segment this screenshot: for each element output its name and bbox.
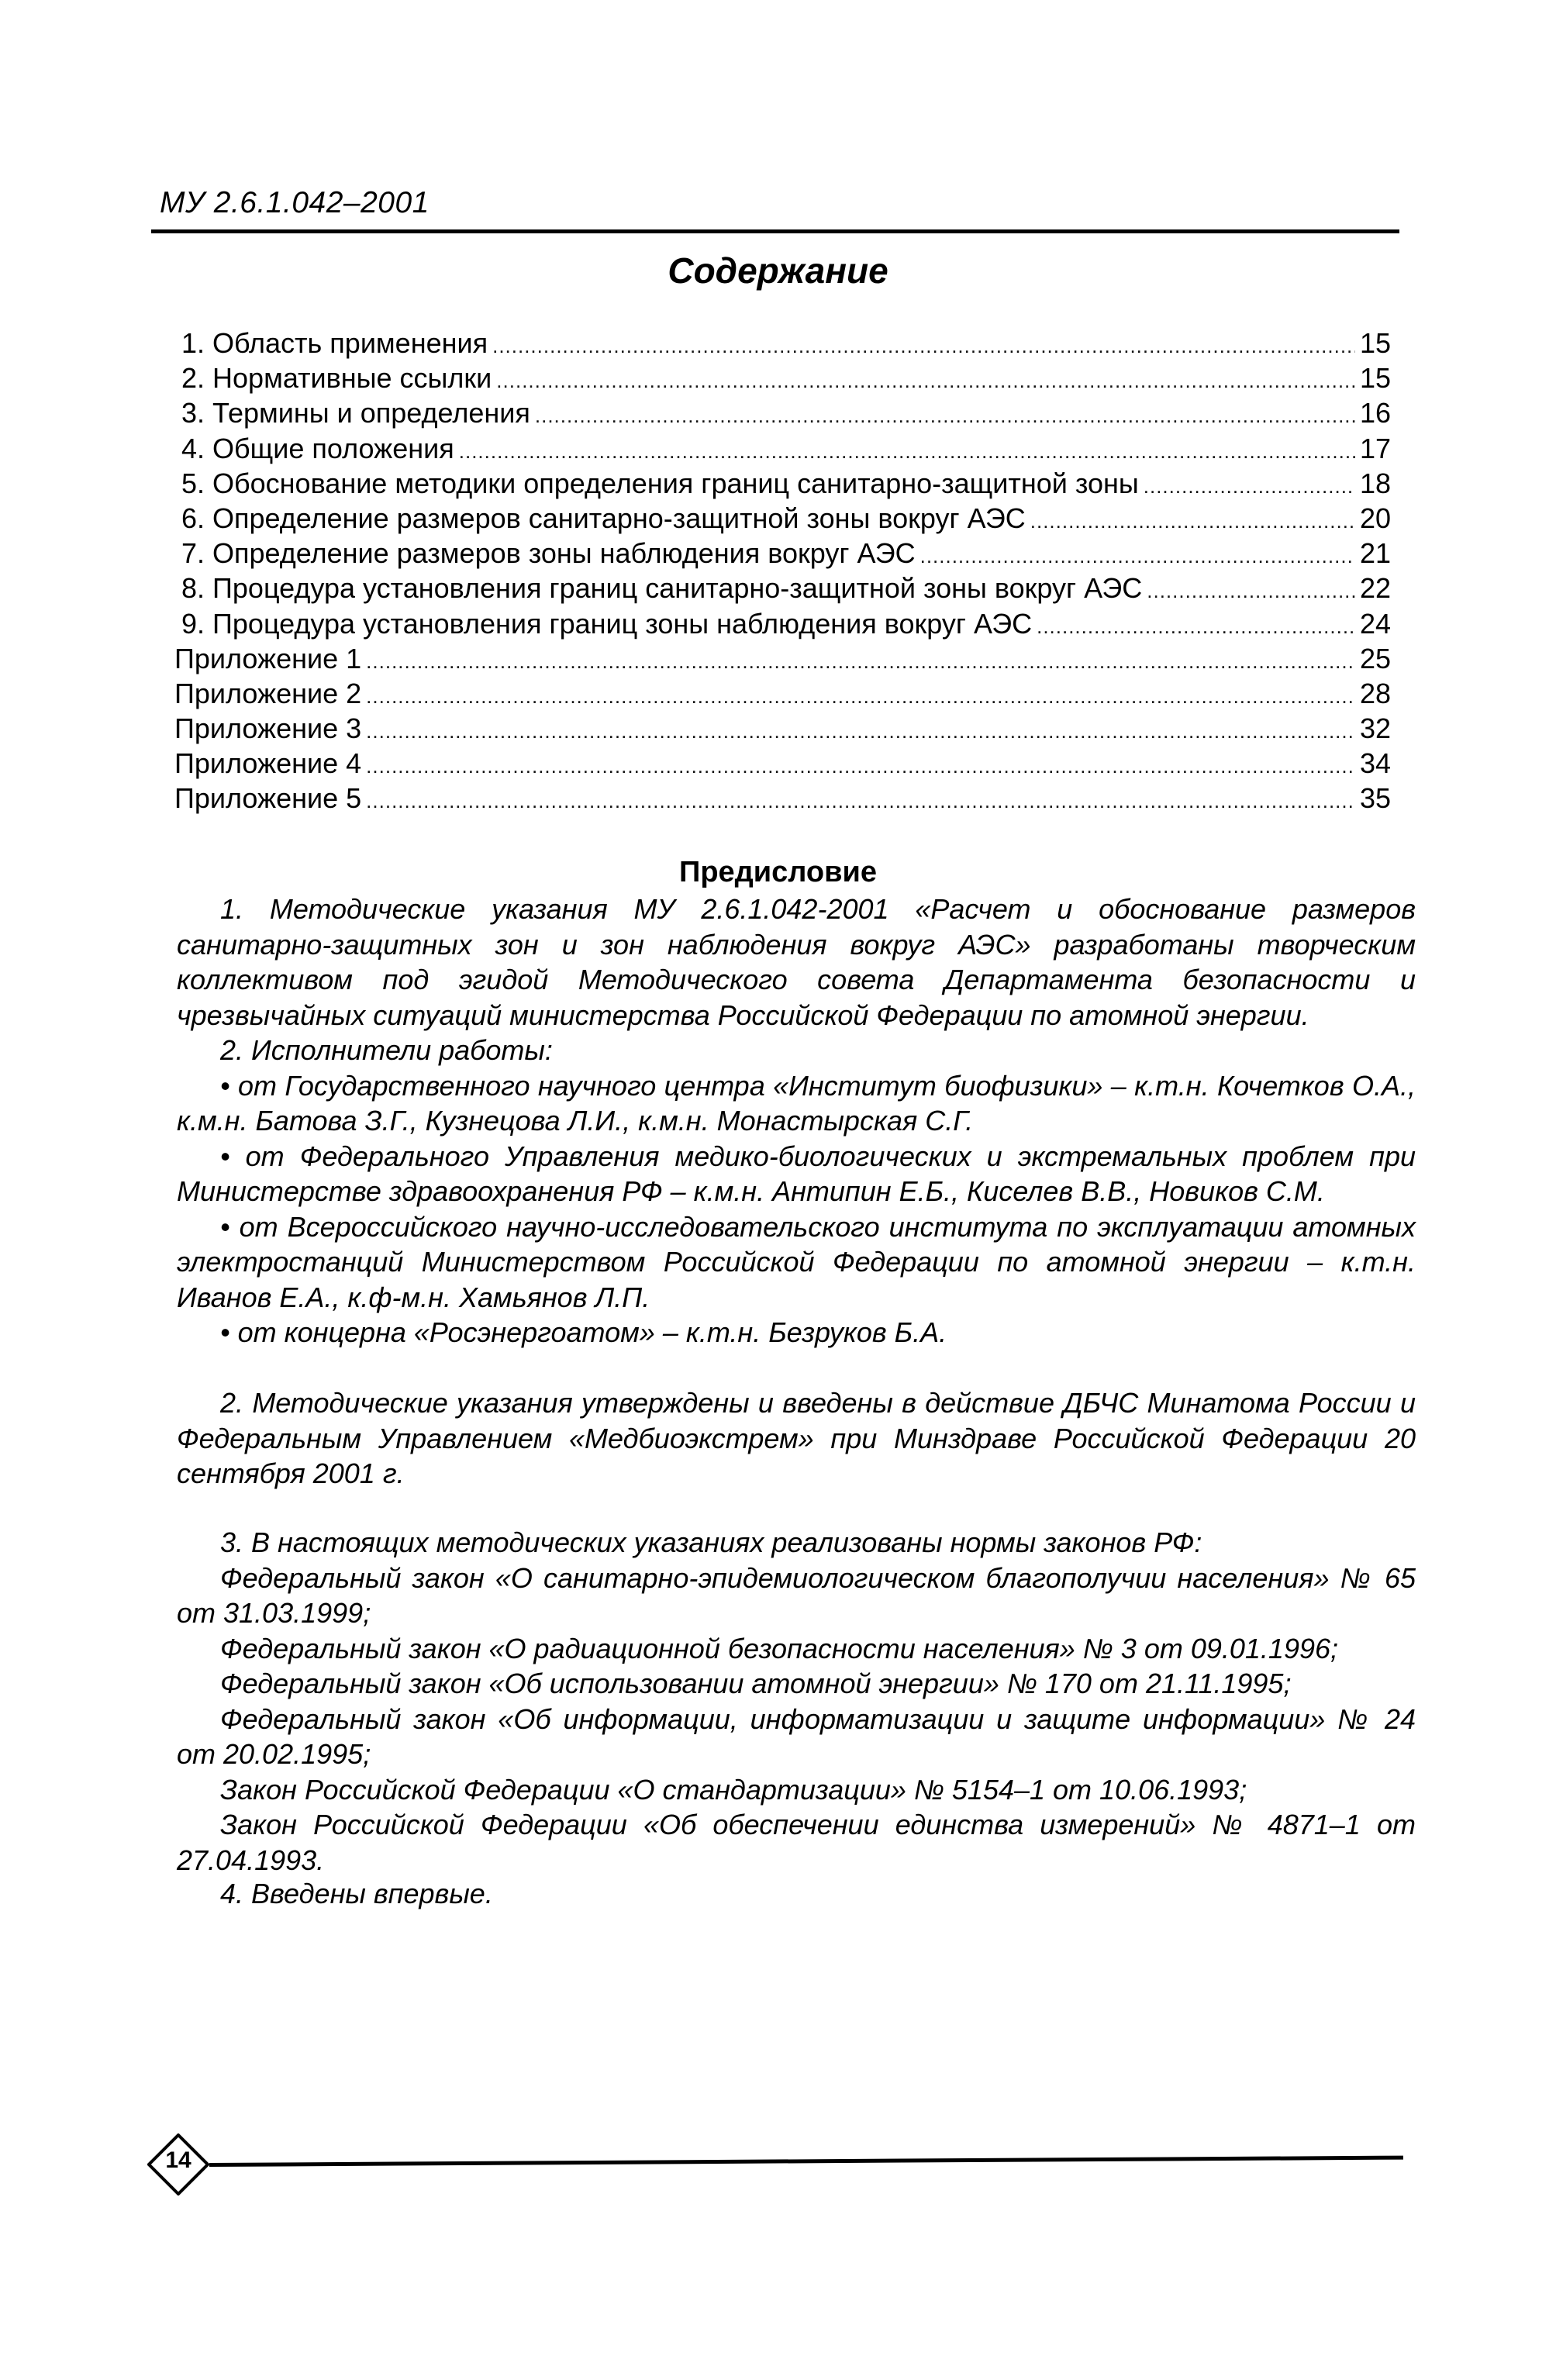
page-number: 14 bbox=[165, 2147, 191, 2173]
toc-leader-dots bbox=[920, 539, 1355, 574]
toc-item[interactable] bbox=[181, 360, 1391, 395]
approval-section bbox=[177, 1385, 1416, 1492]
first-introduced-paragraph: 4. Введены впервые. bbox=[220, 1878, 493, 1909]
contributor-item: • от Федерального Управления медико-биологических и экстремальных проблем при Министерстве здравоохранения РФ – к.м.н. Антипин Е.Б., Киселев В.В., Новиков С.М. bbox=[177, 1140, 1416, 1207]
toc-item-page: 16 bbox=[1359, 397, 1391, 429]
toc-item-label: 6. Определение размеров санитарно-защитной зоны вокруг АЭС bbox=[181, 502, 1026, 534]
law-item: Федеральный закон «Об информации, информатизации и защите информации» № 24 от 20.02.1995; bbox=[177, 1702, 1416, 1770]
toc-item-page: 22 bbox=[1359, 572, 1391, 605]
toc-item-page: 24 bbox=[1359, 607, 1391, 640]
toc-item-label: Приложение 5 bbox=[174, 782, 362, 815]
toc-item-page: 20 bbox=[1359, 502, 1391, 534]
toc-item-label: Приложение 3 bbox=[174, 712, 362, 745]
preface-paragraph-1: 1. Методические указания МУ 2.6.1.042-2001 «Расчет и обоснование размеров санитарно-защитных зон и зон наблюдения вокруг АЭС» разработаны творческим коллективом под эгидой Методического совета Департамента безопасности и чрезвычайных ситуаций министерства Российской Федерации по атомной энергии. bbox=[177, 893, 1416, 1031]
laws-section bbox=[177, 1525, 1416, 1878]
toc-leader-dots bbox=[1030, 504, 1355, 539]
toc-item-page: 17 bbox=[1359, 432, 1391, 464]
contributor-item: • от Всероссийского научно-исследовательского института по эксплуатации атомных электростанций Министерством Российской Федерации по атомной энергии – к.т.н. Иванов Е.А., к.ф-м.н. Хамьянов Л.П. bbox=[177, 1210, 1416, 1313]
toc-item[interactable] bbox=[181, 571, 1391, 605]
toc-leader-dots bbox=[535, 398, 1355, 433]
toc-item[interactable] bbox=[181, 501, 1391, 536]
toc-item[interactable] bbox=[181, 606, 1391, 641]
law-item: Закон Российской Федерации «О стандартизации» № 5154–1 от 10.06.1993; bbox=[220, 1773, 1247, 1806]
toc-item[interactable] bbox=[181, 395, 1391, 430]
toc-item-label: Приложение 4 bbox=[174, 747, 362, 780]
toc-appendix-item[interactable] bbox=[174, 746, 1391, 781]
toc-title: Содержание bbox=[668, 250, 888, 291]
approval-paragraph: 2. Методические указания утверждены и введены в действие ДБЧС Минатома России и Федеральным Управлением «Медбиоэкстрем» при Минздраве Российской Федерации 20 сентября 2001 г. bbox=[177, 1387, 1416, 1489]
toc-item-page: 32 bbox=[1359, 712, 1391, 745]
toc-item-label: Приложение 1 bbox=[174, 642, 362, 674]
toc-item-label: 1. Область применения bbox=[181, 327, 488, 359]
toc-item-label: 2. Нормативные ссылки bbox=[181, 362, 492, 395]
toc-item-label: 5. Обоснование методики определения границ санитарно-защитной зоны bbox=[181, 467, 1139, 499]
toc-item-page: 15 bbox=[1359, 362, 1391, 395]
toc-leader-dots bbox=[366, 679, 1355, 714]
toc-item-label: 9. Процедура установления границ зоны наблюдения вокруг АЭС bbox=[181, 607, 1033, 640]
toc-item[interactable] bbox=[181, 326, 1391, 360]
toc-leader-dots bbox=[1144, 469, 1355, 504]
toc-item-page: 28 bbox=[1359, 677, 1391, 709]
toc-leader-dots bbox=[366, 714, 1355, 749]
toc-item[interactable] bbox=[181, 536, 1391, 571]
toc-item-page: 34 bbox=[1359, 747, 1391, 780]
law-item: Федеральный закон «О санитарно-эпидемиологическом благополучии населения» № 65 от 31.03.1999; bbox=[177, 1561, 1416, 1629]
law-item: Закон Российской Федерации «Об обеспечении единства измерений» № 4871–1 от 27.04.1993. bbox=[177, 1809, 1416, 1876]
toc-leader-dots bbox=[1037, 609, 1355, 644]
toc-item-label: Приложение 2 bbox=[174, 677, 362, 709]
toc-appendix-item[interactable] bbox=[174, 676, 1391, 711]
page-footer bbox=[147, 2133, 1403, 2211]
toc-leader-dots bbox=[366, 644, 1355, 679]
table-of-contents bbox=[174, 326, 1391, 816]
toc-item-page: 15 bbox=[1359, 327, 1391, 359]
contributor-item: • от Государственного научного центра «Институт биофизики» – к.т.н. Кочетков О.А., к.м.н. Батова З.Г., Кузнецова Л.И., к.м.н. Монастырская С.Г. bbox=[177, 1069, 1416, 1137]
laws-heading: 3. В настоящих методических указаниях реализованы нормы законов РФ: bbox=[220, 1526, 1202, 1558]
toc-item[interactable] bbox=[181, 466, 1391, 501]
toc-item-label: 8. Процедура установления границ санитарно-защитной зоны вокруг АЭС bbox=[181, 572, 1143, 605]
toc-item-label: 7. Определение размеров зоны наблюдения вокруг АЭС bbox=[181, 537, 916, 570]
toc-leader-dots bbox=[1147, 574, 1355, 609]
toc-leader-dots bbox=[496, 364, 1355, 398]
toc-item-label: 3. Термины и определения bbox=[181, 397, 530, 429]
preface-title: Предисловие bbox=[679, 856, 877, 888]
footer-rule bbox=[209, 2156, 1403, 2167]
toc-item-page: 25 bbox=[1359, 642, 1391, 674]
first-introduced-section bbox=[177, 1876, 1416, 1912]
toc-item-page: 21 bbox=[1359, 537, 1391, 570]
toc-leader-dots bbox=[492, 329, 1355, 364]
toc-appendix-item[interactable] bbox=[174, 781, 1391, 816]
contributors-heading: 2. Исполнители работы: bbox=[220, 1034, 553, 1066]
contributor-item: • от концерна «Росэнергоатом» – к.т.н. Безруков Б.А. bbox=[220, 1316, 947, 1348]
toc-appendix-item[interactable] bbox=[174, 711, 1391, 746]
toc-item-label: 4. Общие положения bbox=[181, 432, 454, 464]
preface-body bbox=[177, 892, 1416, 1350]
document-code-header: МУ 2.6.1.042–2001 bbox=[160, 186, 430, 219]
header-rule bbox=[151, 229, 1399, 233]
toc-leader-dots bbox=[366, 784, 1355, 819]
toc-item-page: 18 bbox=[1359, 467, 1391, 499]
law-item: Федеральный закон «Об использовании атомной энергии» № 170 от 21.11.1995; bbox=[220, 1668, 1292, 1699]
toc-leader-dots bbox=[459, 434, 1355, 469]
toc-appendix-item[interactable] bbox=[174, 641, 1391, 676]
law-item: Федеральный закон «О радиационной безопасности населения» № 3 от 09.01.1996; bbox=[220, 1632, 1339, 1664]
toc-item[interactable] bbox=[181, 431, 1391, 466]
toc-leader-dots bbox=[366, 749, 1355, 784]
toc-item-page: 35 bbox=[1359, 782, 1391, 815]
